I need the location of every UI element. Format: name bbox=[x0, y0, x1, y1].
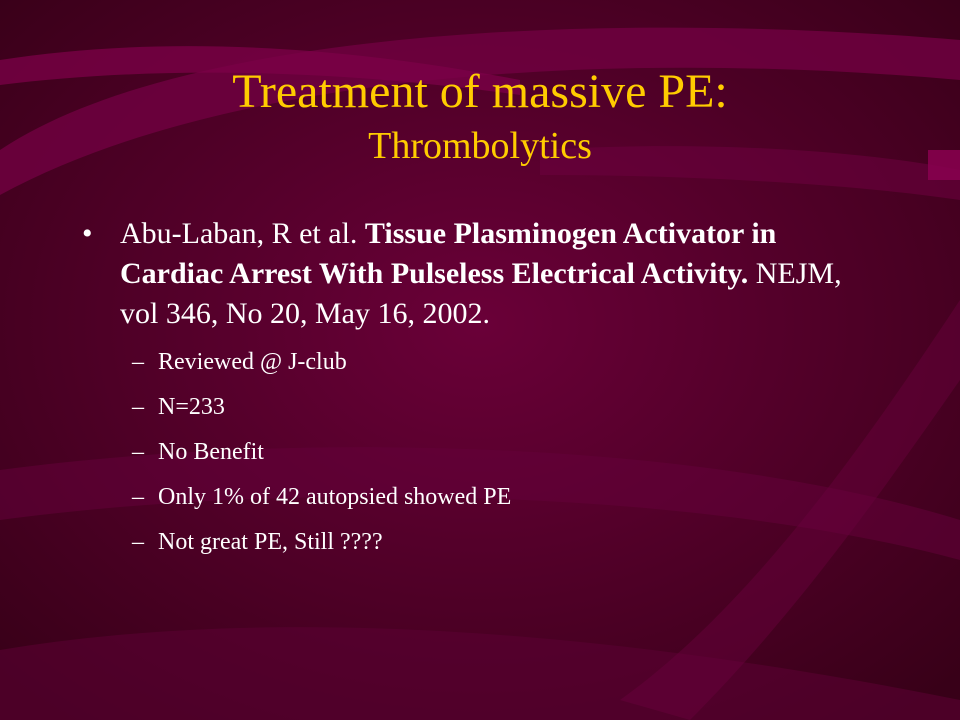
sub-bullet-text: No Benefit bbox=[158, 439, 264, 465]
sub-bullet bbox=[132, 348, 872, 376]
dash-marker: – bbox=[132, 439, 144, 465]
bullet-marker: • bbox=[82, 217, 93, 250]
sub-bullet-text: Not great PE, Still ???? bbox=[158, 529, 383, 555]
dash-marker: – bbox=[132, 529, 144, 555]
sub-bullet bbox=[132, 438, 872, 466]
reference-article-title: Tissue Plasminogen Activator in Cardiac Arrest With Pulseless Electrical Activity. bbox=[120, 217, 777, 290]
slide-subtitle: Thrombolytics bbox=[368, 125, 592, 168]
reference-citation: NEJM, vol 346, No 20, May 16, 2002. bbox=[120, 257, 842, 330]
slide-body bbox=[82, 214, 872, 573]
sub-bullet bbox=[132, 393, 872, 421]
reference-authors: Abu-Laban, R et al. bbox=[120, 217, 358, 250]
sub-bullet bbox=[132, 528, 872, 556]
sub-bullet-text: N=233 bbox=[158, 394, 225, 420]
sub-bullet-list bbox=[82, 348, 872, 556]
sub-bullet-text: Only 1% of 42 autopsied showed PE bbox=[158, 484, 512, 510]
reference-bullet bbox=[82, 214, 872, 334]
dash-marker: – bbox=[132, 484, 144, 510]
sub-bullet bbox=[132, 483, 872, 511]
sub-bullet-text: Reviewed @ J-club bbox=[158, 349, 347, 375]
dash-marker: – bbox=[132, 349, 144, 375]
dash-marker: – bbox=[132, 394, 144, 420]
slide-title: Treatment of massive PE: bbox=[232, 65, 728, 118]
slide-title-block bbox=[0, 64, 960, 169]
